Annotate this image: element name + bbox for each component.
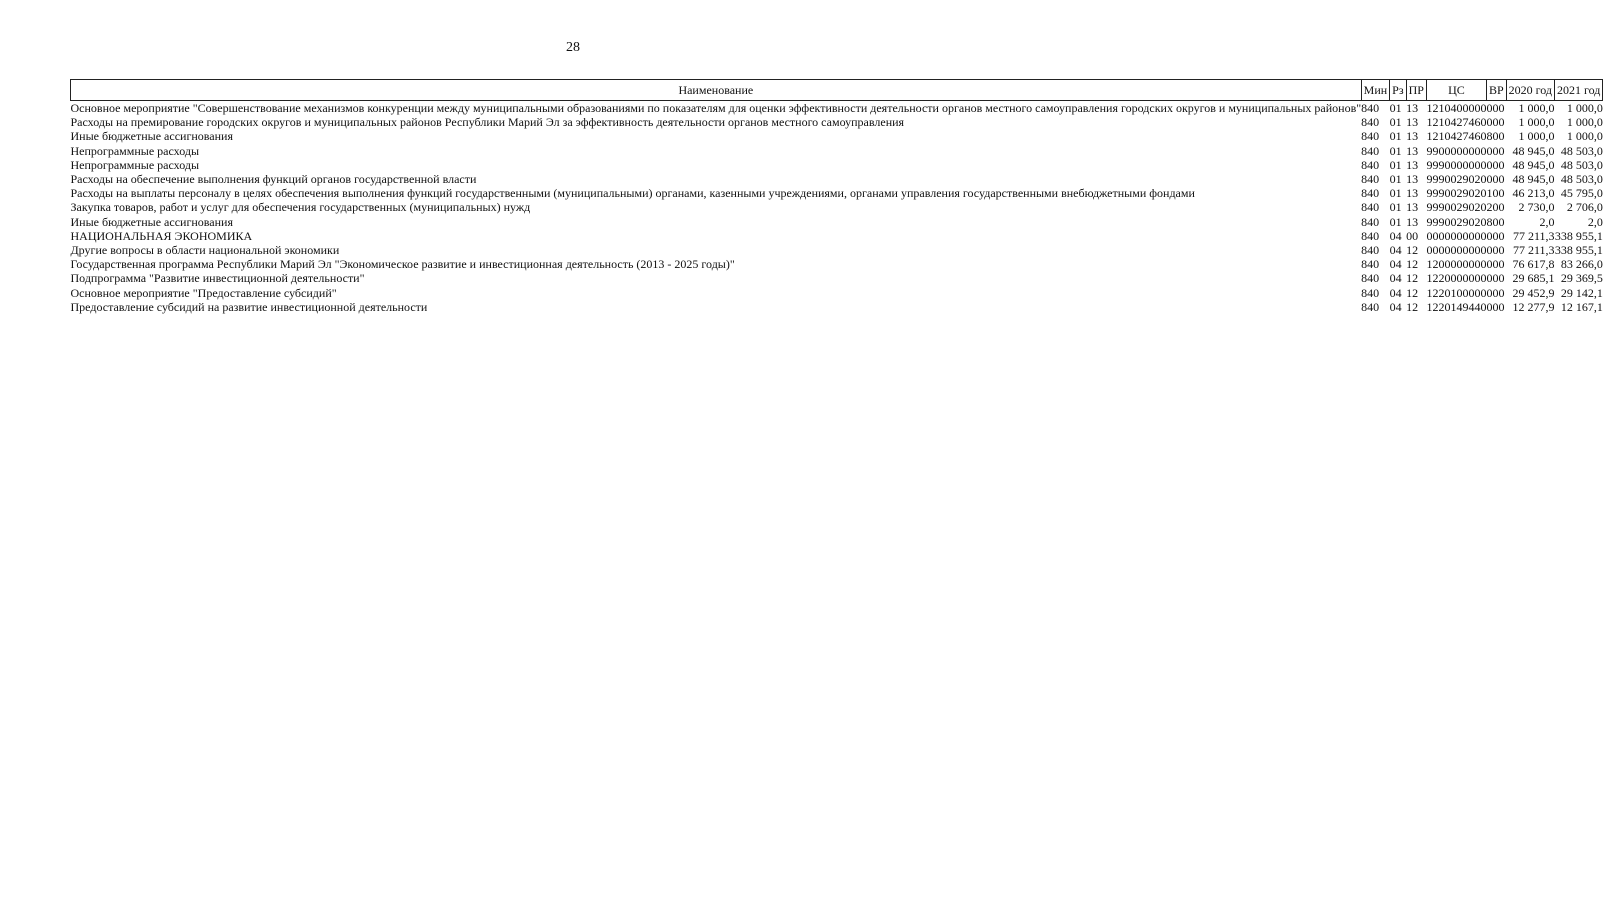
table-row — [71, 257, 1603, 271]
table-body — [71, 101, 1603, 315]
row-pr-code: 00 — [1406, 228, 1419, 243]
table-row — [71, 144, 1603, 158]
row-vr-code: 000 — [1486, 228, 1505, 243]
row-name: Иные бюджетные ассигнования — [70, 129, 233, 144]
row-pr-code: 13 — [1406, 172, 1419, 187]
page-number: 28 — [566, 40, 580, 55]
row-name: Расходы на выплаты персоналу в целях обеспечения выполнения функций государственными (муниципальными) органами, казенными учреждениями, органами управления государственными внебюджетными фондами — [70, 186, 1195, 201]
row-vr-code: 000 — [1486, 115, 1505, 130]
row-min-code: 840 — [1361, 172, 1380, 187]
row-min-code: 840 — [1361, 129, 1380, 144]
row-pr-code: 13 — [1406, 200, 1419, 215]
row-cs-code: 9990029020 — [1426, 214, 1487, 229]
row-amount-2021: 338 955,1 — [1554, 228, 1603, 243]
row-amount-2021: 48 503,0 — [1560, 157, 1603, 172]
row-cs-code: 9990029020 — [1426, 200, 1487, 215]
row-pr-code: 12 — [1406, 285, 1419, 300]
row-rz-code: 04 — [1389, 243, 1402, 258]
row-pr-code: 13 — [1406, 157, 1419, 172]
row-amount-2021: 2,0 — [1587, 214, 1603, 229]
row-rz-code: 01 — [1389, 214, 1402, 229]
row-rz-code: 04 — [1389, 285, 1402, 300]
table-row — [71, 271, 1603, 285]
row-min-code: 840 — [1361, 299, 1380, 314]
row-amount-2021: 2 706,0 — [1566, 200, 1603, 215]
row-name: Основное мероприятие "Совершенствование механизмов конкуренции между муниципальными образованиями по показателям для оценки эффективности деятельности органов местного самоуправления городских округов и муниципальных районов" — [70, 101, 1362, 115]
row-amount-2020: 29 452,9 — [1512, 285, 1555, 300]
row-name: Расходы на обеспечение выполнения функций органов государственной власти — [70, 172, 477, 187]
table-row — [71, 172, 1603, 186]
row-vr-code: 000 — [1486, 143, 1505, 158]
row-vr-code: 000 — [1486, 285, 1505, 300]
table-row — [71, 300, 1603, 314]
row-amount-2020: 76 617,8 — [1512, 257, 1555, 272]
row-rz-code: 01 — [1389, 101, 1402, 115]
row-amount-2020: 2 730,0 — [1518, 200, 1555, 215]
row-amount-2020: 1 000,0 — [1518, 101, 1555, 115]
row-amount-2021: 29 369,5 — [1560, 271, 1603, 286]
row-min-code: 840 — [1361, 257, 1380, 272]
row-name: Основное мероприятие "Предоставление субсидий" — [70, 285, 337, 300]
header-year-2021: 2021 год — [1555, 80, 1603, 101]
table-row — [71, 229, 1603, 243]
row-pr-code: 12 — [1406, 271, 1419, 286]
row-name: Другие вопросы в области национальной экономики — [70, 243, 340, 258]
row-vr-code: 000 — [1486, 271, 1505, 286]
row-amount-2021: 83 266,0 — [1560, 257, 1603, 272]
row-cs-code: 1220149440 — [1426, 299, 1487, 314]
row-amount-2020: 48 945,0 — [1512, 157, 1555, 172]
row-name: Подпрограмма "Развитие инвестиционной деятельности" — [70, 271, 365, 286]
row-min-code: 840 — [1361, 101, 1380, 115]
row-rz-code: 04 — [1389, 257, 1402, 272]
row-amount-2020: 2,0 — [1539, 214, 1555, 229]
table-row — [71, 158, 1603, 172]
row-cs-code: 1220000000 — [1426, 271, 1487, 286]
row-amount-2020: 77 211,3 — [1512, 243, 1555, 258]
row-amount-2021: 48 503,0 — [1560, 143, 1603, 158]
row-rz-code: 01 — [1389, 143, 1402, 158]
row-cs-code: 1220100000 — [1426, 285, 1487, 300]
row-rz-code: 04 — [1389, 228, 1402, 243]
row-amount-2020: 29 685,1 — [1512, 271, 1555, 286]
table-row — [71, 243, 1603, 257]
row-name: НАЦИОНАЛЬНАЯ ЭКОНОМИКА — [70, 228, 253, 243]
row-cs-code: 9990029020 — [1426, 172, 1487, 187]
row-rz-code: 01 — [1389, 186, 1402, 201]
row-amount-2021: 48 503,0 — [1560, 172, 1603, 187]
row-rz-code: 01 — [1389, 157, 1402, 172]
row-amount-2020: 1 000,0 — [1518, 129, 1555, 144]
row-amount-2020: 48 945,0 — [1512, 172, 1555, 187]
row-vr-code: 000 — [1486, 172, 1505, 187]
row-pr-code: 12 — [1406, 243, 1419, 258]
row-name: Непрограммные расходы — [70, 143, 200, 158]
row-min-code: 840 — [1361, 157, 1380, 172]
row-min-code: 840 — [1361, 243, 1380, 258]
row-cs-code: 1210427460 — [1426, 115, 1487, 130]
row-pr-code: 13 — [1406, 214, 1419, 229]
header-cs: ЦС — [1426, 80, 1486, 101]
row-min-code: 840 — [1361, 285, 1380, 300]
budget-table — [70, 79, 1603, 314]
row-min-code: 840 — [1361, 271, 1380, 286]
row-vr-code: 100 — [1486, 186, 1505, 201]
row-vr-code: 000 — [1486, 101, 1505, 115]
row-rz-code: 01 — [1389, 200, 1402, 215]
table-row — [71, 186, 1603, 200]
row-amount-2021: 12 167,1 — [1560, 299, 1603, 314]
row-cs-code: 1210427460 — [1426, 129, 1487, 144]
row-pr-code: 13 — [1406, 101, 1419, 115]
row-amount-2021: 45 795,0 — [1560, 186, 1603, 201]
row-amount-2020: 48 945,0 — [1512, 143, 1555, 158]
row-rz-code: 01 — [1389, 115, 1402, 130]
table-row — [71, 200, 1603, 214]
row-cs-code: 1210400000 — [1426, 101, 1487, 115]
header-year-2020: 2020 год — [1506, 80, 1554, 101]
row-cs-code: 0000000000 — [1426, 243, 1487, 258]
row-pr-code: 13 — [1406, 143, 1419, 158]
row-cs-code: 1200000000 — [1426, 257, 1487, 272]
table-header-row — [71, 80, 1603, 101]
row-amount-2021: 1 000,0 — [1566, 115, 1603, 130]
row-amount-2021: 29 142,1 — [1560, 285, 1603, 300]
header-rz: Рз — [1390, 80, 1406, 101]
row-min-code: 840 — [1361, 214, 1380, 229]
row-cs-code: 9990029020 — [1426, 186, 1487, 201]
row-amount-2020: 12 277,9 — [1512, 299, 1555, 314]
row-rz-code: 01 — [1389, 129, 1402, 144]
row-rz-code: 04 — [1389, 299, 1402, 314]
row-name: Государственная программа Республики Марий Эл "Экономическое развитие и инвестиционная деятельность (2013 - 2025 годы)" — [70, 257, 735, 272]
row-vr-code: 000 — [1486, 243, 1505, 258]
row-name: Непрограммные расходы — [70, 157, 200, 172]
table-row — [71, 115, 1603, 129]
header-pr: ПР — [1406, 80, 1426, 101]
row-min-code: 840 — [1361, 115, 1380, 130]
table-row — [71, 286, 1603, 300]
table-row — [71, 129, 1603, 143]
row-min-code: 840 — [1361, 186, 1380, 201]
row-vr-code: 800 — [1486, 129, 1505, 144]
header-vr: ВР — [1486, 80, 1506, 101]
table-row — [71, 101, 1603, 116]
row-vr-code: 000 — [1486, 157, 1505, 172]
row-name: Иные бюджетные ассигнования — [70, 214, 233, 229]
row-pr-code: 13 — [1406, 186, 1419, 201]
row-name: Предоставление субсидий на развитие инвестиционной деятельности — [70, 299, 428, 314]
row-cs-code: 9900000000 — [1426, 143, 1487, 158]
header-min: Мин — [1361, 80, 1390, 101]
row-min-code: 840 — [1361, 143, 1380, 158]
row-min-code: 840 — [1361, 228, 1380, 243]
row-min-code: 840 — [1361, 200, 1380, 215]
row-pr-code: 12 — [1406, 257, 1419, 272]
table-row — [71, 215, 1603, 229]
row-cs-code: 0000000000 — [1426, 228, 1487, 243]
header-name: Наименование — [71, 80, 1362, 101]
row-name: Закупка товаров, работ и услуг для обеспечения государственных (муниципальных) нужд — [70, 200, 531, 215]
row-amount-2021: 1 000,0 — [1566, 101, 1603, 115]
row-cs-code: 9990000000 — [1426, 157, 1487, 172]
row-pr-code: 13 — [1406, 115, 1419, 130]
row-pr-code: 12 — [1406, 299, 1419, 314]
row-amount-2021: 1 000,0 — [1566, 129, 1603, 144]
row-vr-code: 000 — [1486, 299, 1505, 314]
row-name: Расходы на премирование городских округов и муниципальных районов Республики Марий Эл за эффективность деятельности органов местного самоуправления — [70, 115, 905, 130]
row-rz-code: 01 — [1389, 172, 1402, 187]
row-amount-2020: 46 213,0 — [1512, 186, 1555, 201]
row-vr-code: 000 — [1486, 257, 1505, 272]
row-amount-2020: 77 211,3 — [1512, 228, 1555, 243]
row-vr-code: 800 — [1486, 214, 1505, 229]
row-rz-code: 04 — [1389, 271, 1402, 286]
row-amount-2021: 338 955,1 — [1554, 243, 1603, 258]
row-amount-2020: 1 000,0 — [1518, 115, 1555, 130]
row-pr-code: 13 — [1406, 129, 1419, 144]
row-vr-code: 200 — [1486, 200, 1505, 215]
